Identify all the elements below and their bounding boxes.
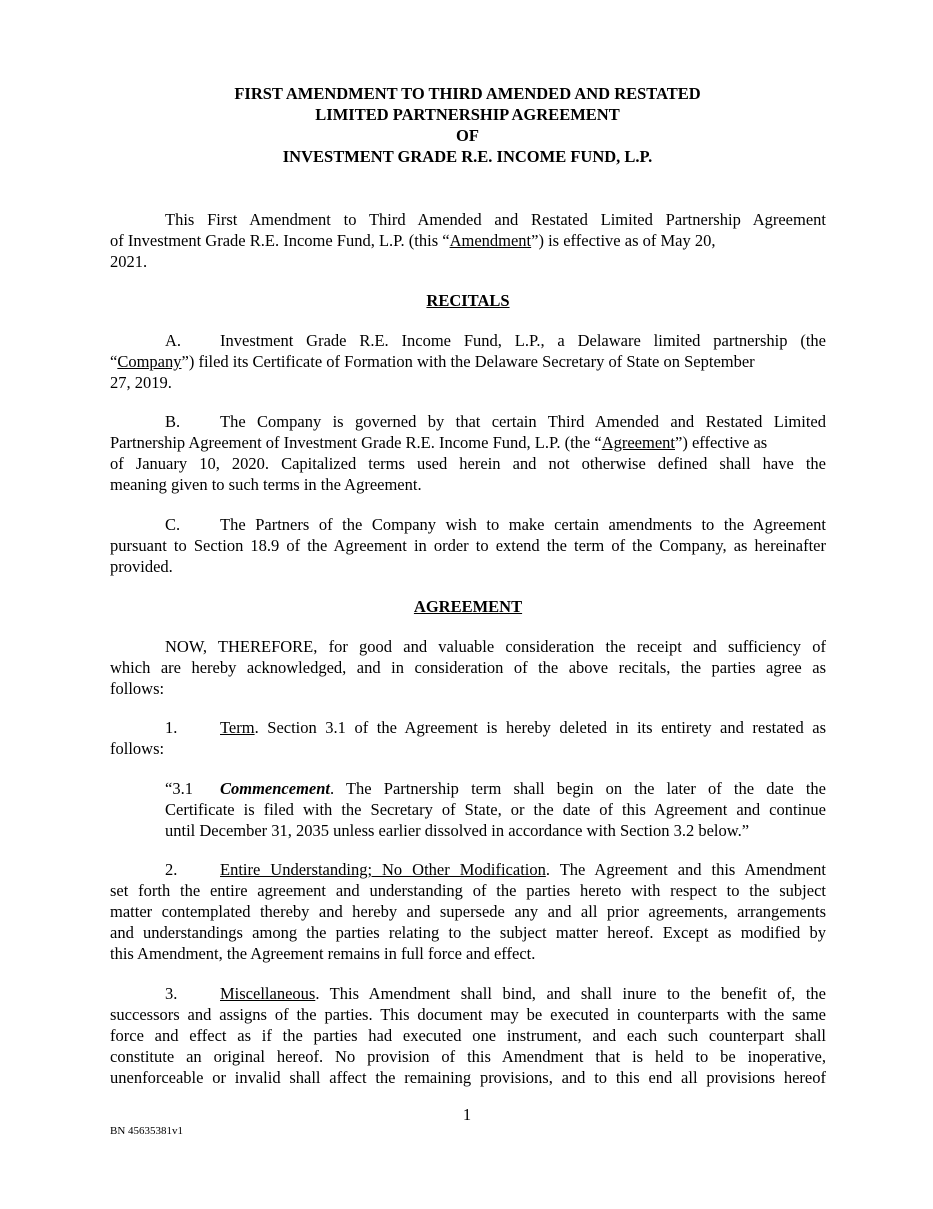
recital-a-line-1 <box>110 330 826 351</box>
section-3-label: 3. <box>165 984 178 1003</box>
section-1-line-1 <box>110 717 826 738</box>
section-3 <box>110 983 826 1088</box>
section-3-line-5: unenforceable or invalid shall affect the remaining provisions, and to this end all provisions hereof <box>110 1068 826 1087</box>
page-number: 1 <box>462 1105 472 1124</box>
section-3-heading: Miscellaneous <box>220 984 316 1003</box>
title-line-4: INVESTMENT GRADE R.E. INCOME FUND, L.P. <box>282 147 653 166</box>
restated-section-3-1 <box>165 778 826 841</box>
now-line-3: follows: <box>110 679 165 698</box>
recital-b-line-4: meaning given to such terms in the Agreement. <box>110 475 422 494</box>
recital-c-line-3: provided. <box>110 557 173 576</box>
recital-b-line-1-text: The Company is governed by that certain Third Amended and Restated Limited <box>220 412 826 431</box>
recital-b-line-2-pre: Partnership Agreement of Investment Grade R.E. Income Fund, L.P. (the “ <box>110 433 602 452</box>
section-1-label: 1. <box>165 718 178 737</box>
title-line-3: OF <box>456 126 479 145</box>
recitals-heading <box>110 290 826 311</box>
quote-line-2: Certificate is filed with the Secretary of State, or the date of this Agreement and continue <box>165 800 826 819</box>
quote-line-1-text <box>165 778 826 799</box>
section-2-line-4: and understandings among the parties relating to the subject matter hereof. Except as modified by <box>110 923 826 942</box>
now-line-2: which are hereby acknowledged, and in consideration of the above recitals, the parties agree as <box>110 658 826 677</box>
now-line-1: NOW, THEREFORE, for good and valuable consideration the receipt and sufficiency of <box>165 637 826 656</box>
section-3-line-2: successors and assigns of the parties. This document may be executed in counterparts with the same <box>110 1005 826 1024</box>
recital-a-line-3: 27, 2019. <box>110 373 172 392</box>
quote-heading: Commencement <box>220 779 330 798</box>
section-3-line-3: force and effect as if the parties had executed one instrument, and each such counterpart shall <box>110 1026 826 1045</box>
document-id: BN 45635381v1 <box>110 1125 184 1137</box>
recital-a-line-1-text: Investment Grade R.E. Income Fund, L.P., a Delaware limited partnership (the <box>220 331 826 350</box>
agreement-heading-text: AGREEMENT <box>413 597 523 616</box>
section-2-line-2: set forth the entire agreement and understanding of the parties hereto with respect to the subject <box>110 881 826 900</box>
quote-section-number: “3.1 <box>165 779 193 798</box>
section-2-line-1-post: . The Agreement and this Amendment <box>545 860 826 879</box>
recitals-heading-text: RECITALS <box>426 291 510 310</box>
recital-b-line-2 <box>110 432 826 453</box>
recital-a <box>110 330 826 393</box>
recital-a-line-2-post: ”) filed its Certificate of Formation with the Delaware Secretary of State on September <box>181 352 755 371</box>
quote-line-1 <box>165 778 826 799</box>
section-1-line-1-post: . Section 3.1 of the Agreement is hereby deleted in its entirety and restated as <box>254 718 826 737</box>
recital-b <box>110 411 826 495</box>
recital-a-line-2 <box>110 351 826 372</box>
recital-c-line-1 <box>110 514 826 535</box>
defined-term-amendment: Amendment <box>449 231 532 250</box>
title-line-2: LIMITED PARTNERSHIP AGREEMENT <box>315 105 620 124</box>
intro-line-2-post: ”) is effective as of May 20, <box>531 231 716 250</box>
document-title <box>110 83 825 167</box>
recital-c-line-2: pursuant to Section 18.9 of the Agreement in order to extend the term of the Company, as hereinafter <box>110 536 826 555</box>
title-line-1: FIRST AMENDMENT TO THIRD AMENDED AND RESTATED <box>234 84 701 103</box>
quote-line-1-post: . The Partnership term shall begin on the later of the date the <box>330 779 826 798</box>
quote-line-3: until December 31, 2035 unless earlier dissolved in accordance with Section 3.2 below.” <box>165 821 750 840</box>
section-3-line-1 <box>110 983 826 1004</box>
intro-paragraph <box>110 209 826 272</box>
intro-line-3: 2021. <box>110 252 148 271</box>
recital-b-line-3: of January 10, 2020. Capitalized terms used herein and not otherwise defined shall have the <box>110 454 826 473</box>
recital-c <box>110 514 826 577</box>
recital-b-line-2-post: ”) effective as <box>675 433 768 452</box>
section-1-line-2: follows: <box>110 739 165 758</box>
intro-line-1: This First Amendment to Third Amended and Restated Limited Partnership Agreement <box>165 210 826 229</box>
recital-a-label: A. <box>165 331 182 350</box>
defined-term-company: Company <box>117 352 182 371</box>
recital-a-line-2-pre: “ <box>110 352 118 371</box>
section-2-line-3: matter contemplated thereby and hereby and supersede any and all prior agreements, arrangements <box>110 902 826 921</box>
section-2 <box>110 859 826 964</box>
agreement-heading <box>110 596 826 617</box>
section-3-line-4: constitute an original hereof. No provision of this Amendment that is held to be inoperative, <box>110 1047 826 1066</box>
section-1-heading: Term <box>220 718 255 737</box>
recital-c-line-1-text: The Partners of the Company wish to make certain amendments to the Agreement <box>220 515 826 534</box>
section-3-line-1-post: . This Amendment shall bind, and shall inure to the benefit of, the <box>315 984 826 1003</box>
recital-b-label: B. <box>165 412 181 431</box>
section-2-heading: Entire Understanding; No Other Modification <box>220 860 546 879</box>
section-2-line-5: this Amendment, the Agreement remains in full force and effect. <box>110 944 536 963</box>
defined-term-agreement: Agreement <box>601 433 675 452</box>
now-therefore-paragraph <box>110 636 826 699</box>
intro-line-2-pre: of Investment Grade R.E. Income Fund, L.P. (this “ <box>110 231 450 250</box>
recital-b-line-1 <box>110 411 826 432</box>
intro-line-2 <box>110 230 826 251</box>
section-1 <box>110 717 826 759</box>
section-2-label: 2. <box>165 860 178 879</box>
recital-c-label: C. <box>165 515 181 534</box>
section-2-line-1 <box>110 859 826 880</box>
